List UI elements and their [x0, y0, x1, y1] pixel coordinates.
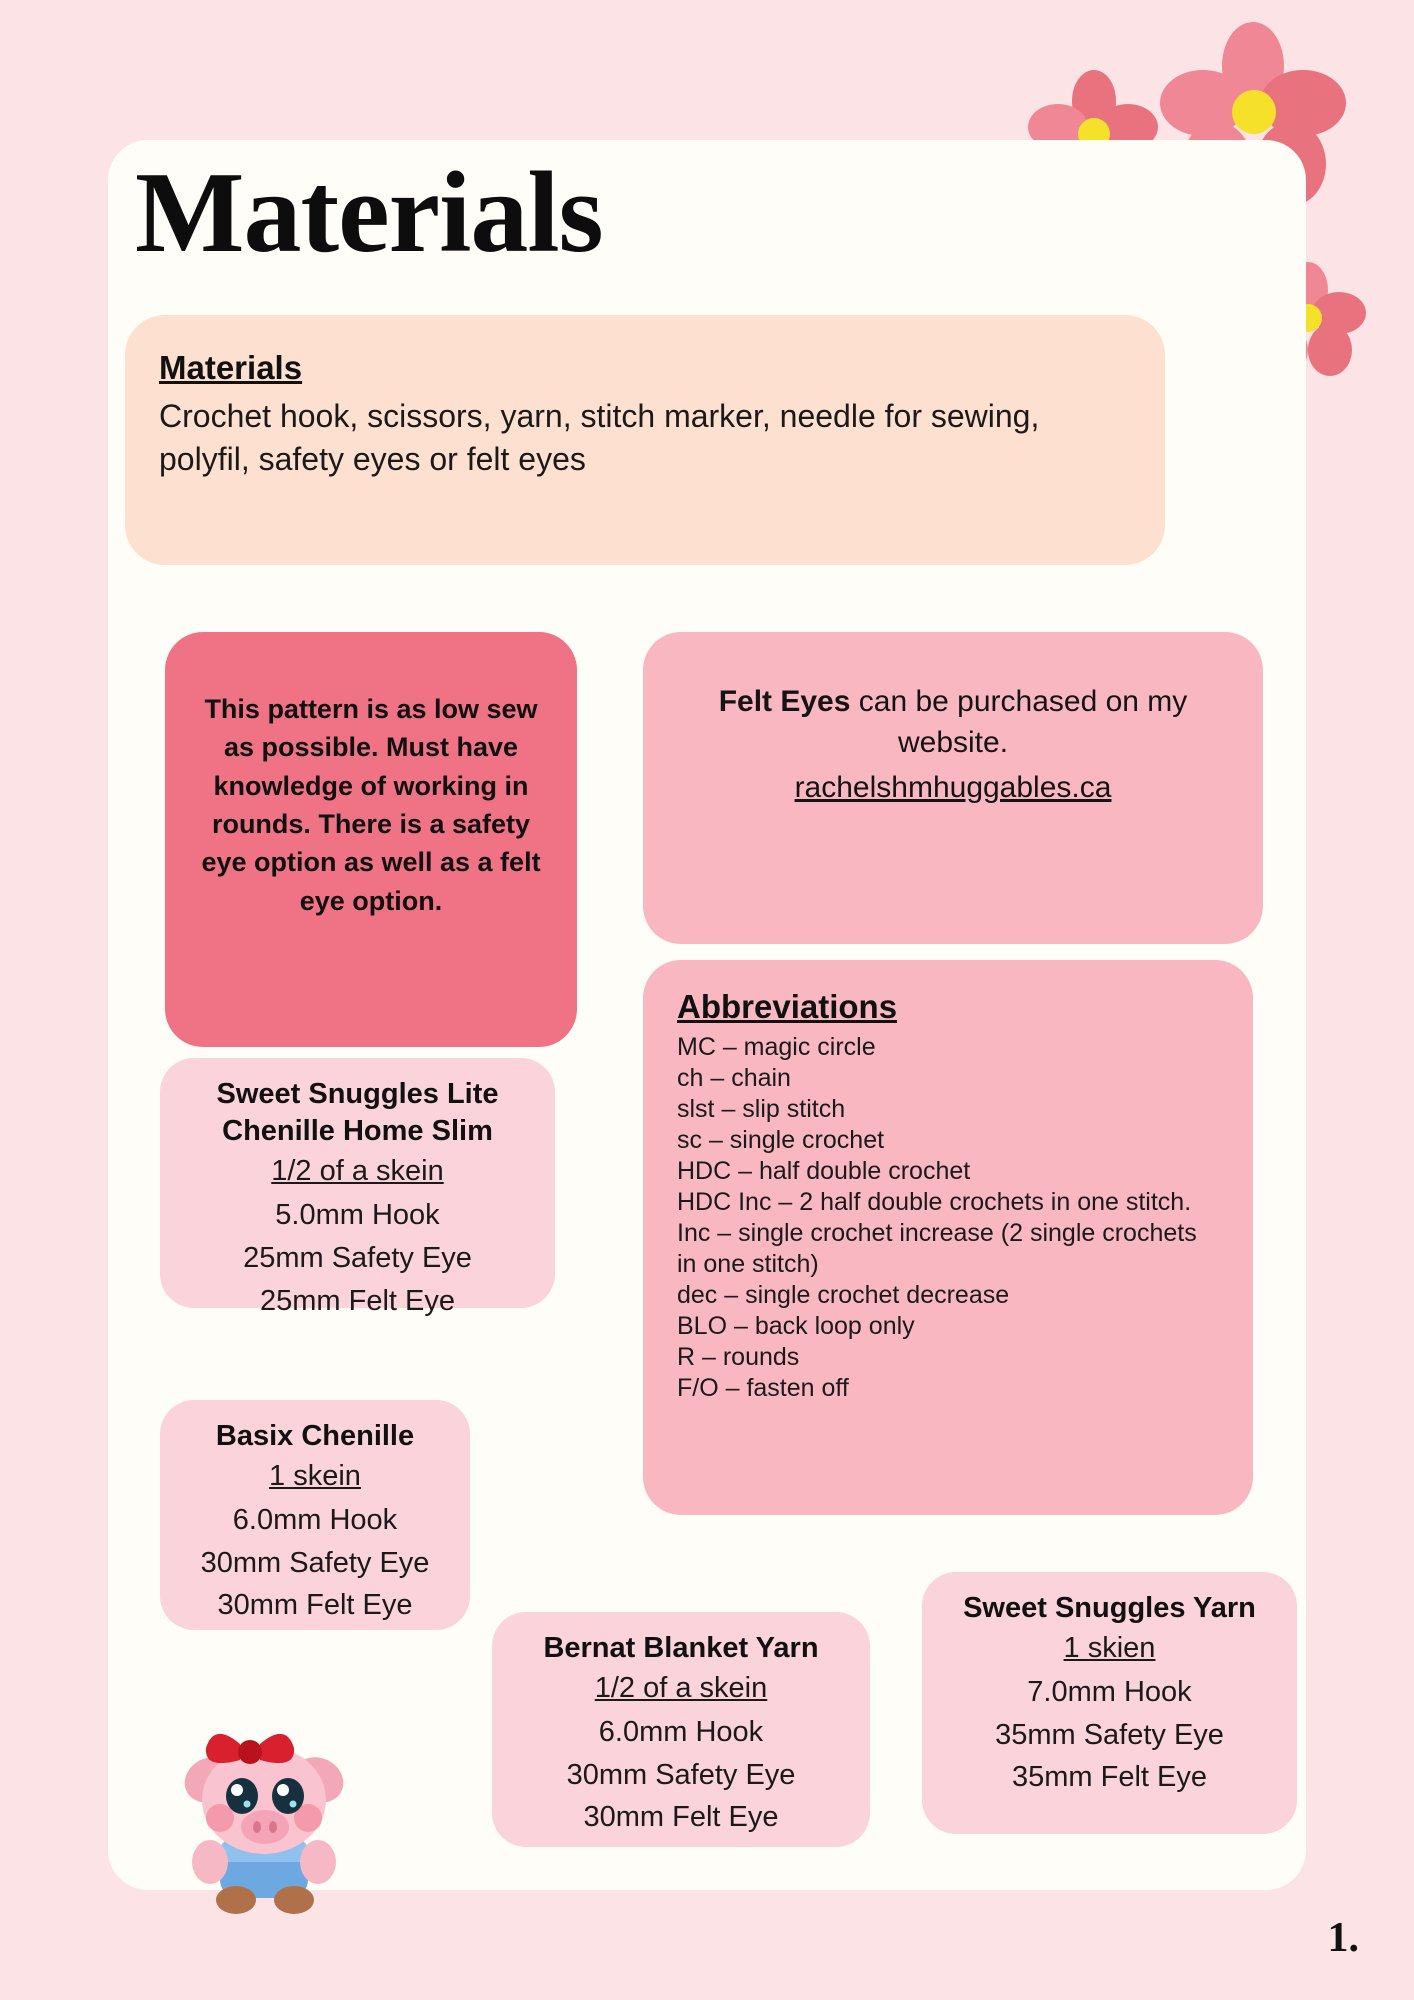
materials-section [125, 315, 1165, 565]
abbreviations-box [643, 960, 1253, 1515]
pig-illustration [148, 1672, 378, 1922]
yarn-option-card [160, 1400, 470, 1630]
yarn-option-felt-eye: 30mm Felt Eye [217, 1589, 413, 1622]
pattern-note-box [165, 632, 577, 1047]
yarn-option-hook: 6.0mm Hook [232, 1503, 398, 1536]
abbreviation-item: dec – single crochet decrease [677, 1281, 1010, 1309]
abbreviation-item: slst – slip stitch [677, 1095, 846, 1123]
yarn-option-title: Basix Chenille [215, 1420, 415, 1452]
yarn-option-felt-eye: 35mm Felt Eye [1012, 1761, 1207, 1794]
yarn-option-skein: 1 skein [269, 1460, 361, 1493]
abbreviations-heading: Abbreviations [677, 988, 898, 1025]
yarn-option-safety-eye: 30mm Safety Eye [566, 1758, 796, 1791]
yarn-option-title: Bernat Blanket Yarn [543, 1632, 819, 1664]
abbreviation-item: ch – chain [677, 1064, 791, 1092]
abbreviation-item: HDC – half double crochet [677, 1157, 971, 1185]
yarn-option-skein: 1 skien [1063, 1632, 1156, 1665]
abbreviation-item: BLO – back loop only [677, 1312, 915, 1340]
page-title: Materials [135, 149, 603, 277]
abbreviation-item: sc – single crochet [677, 1126, 885, 1154]
yarn-option-safety-eye: 35mm Safety Eye [995, 1718, 1224, 1751]
materials-heading: Materials [159, 349, 303, 386]
felt-eyes-text [677, 682, 1229, 763]
felt-eyes-lead: Felt Eyes [718, 685, 851, 718]
yarn-option-skein: 1/2 of a skein [271, 1155, 444, 1188]
yarn-option-hook: 7.0mm Hook [1027, 1675, 1192, 1708]
abbreviation-item: Inc – single crochet increase (2 single crochets in one stitch) [677, 1219, 1197, 1278]
materials-text: Crochet hook, scissors, yarn, stitch marker, needle for sewing, polyfil, safety eyes or felt eyes [159, 398, 1040, 478]
yarn-option-card [492, 1612, 870, 1847]
yarn-option-card [922, 1572, 1297, 1834]
abbreviation-item: R – rounds [677, 1343, 800, 1371]
yarn-option-felt-eye: 25mm Felt Eye [260, 1284, 455, 1317]
yarn-option-felt-eye: 30mm Felt Eye [583, 1801, 779, 1834]
abbreviation-item: F/O – fasten off [677, 1374, 849, 1402]
yarn-option-title: Sweet Snuggles Lite Chenille Home Slim [216, 1078, 499, 1148]
yarn-option-card [160, 1058, 555, 1317]
website-link[interactable]: rachelshmhuggables.ca [794, 771, 1112, 804]
yarn-option-skein: 1/2 of a skein [594, 1672, 768, 1705]
felt-eyes-body: can be purchased on my website. [850, 685, 1188, 759]
abbreviation-item: HDC Inc – 2 half double crochets in one stitch. [677, 1188, 1192, 1216]
felt-eyes-box [643, 632, 1263, 944]
yarn-option-safety-eye: 25mm Safety Eye [243, 1241, 472, 1274]
abbreviation-item: MC – magic circle [677, 1033, 876, 1061]
yarn-option-title: Sweet Snuggles Yarn [963, 1592, 1256, 1624]
petal [1308, 324, 1352, 376]
yarn-option-hook: 6.0mm Hook [598, 1715, 764, 1748]
flower-center [1232, 90, 1276, 134]
yarn-option-safety-eye: 30mm Safety Eye [200, 1546, 430, 1579]
pattern-note-text: This pattern is as low sew as possible. Must have knowledge of working in rounds. There is a safety eye option as well as a felt eye option. [201, 694, 541, 916]
yarn-option-hook: 5.0mm Hook [275, 1198, 440, 1231]
page-number: 1. [1327, 1915, 1359, 1961]
